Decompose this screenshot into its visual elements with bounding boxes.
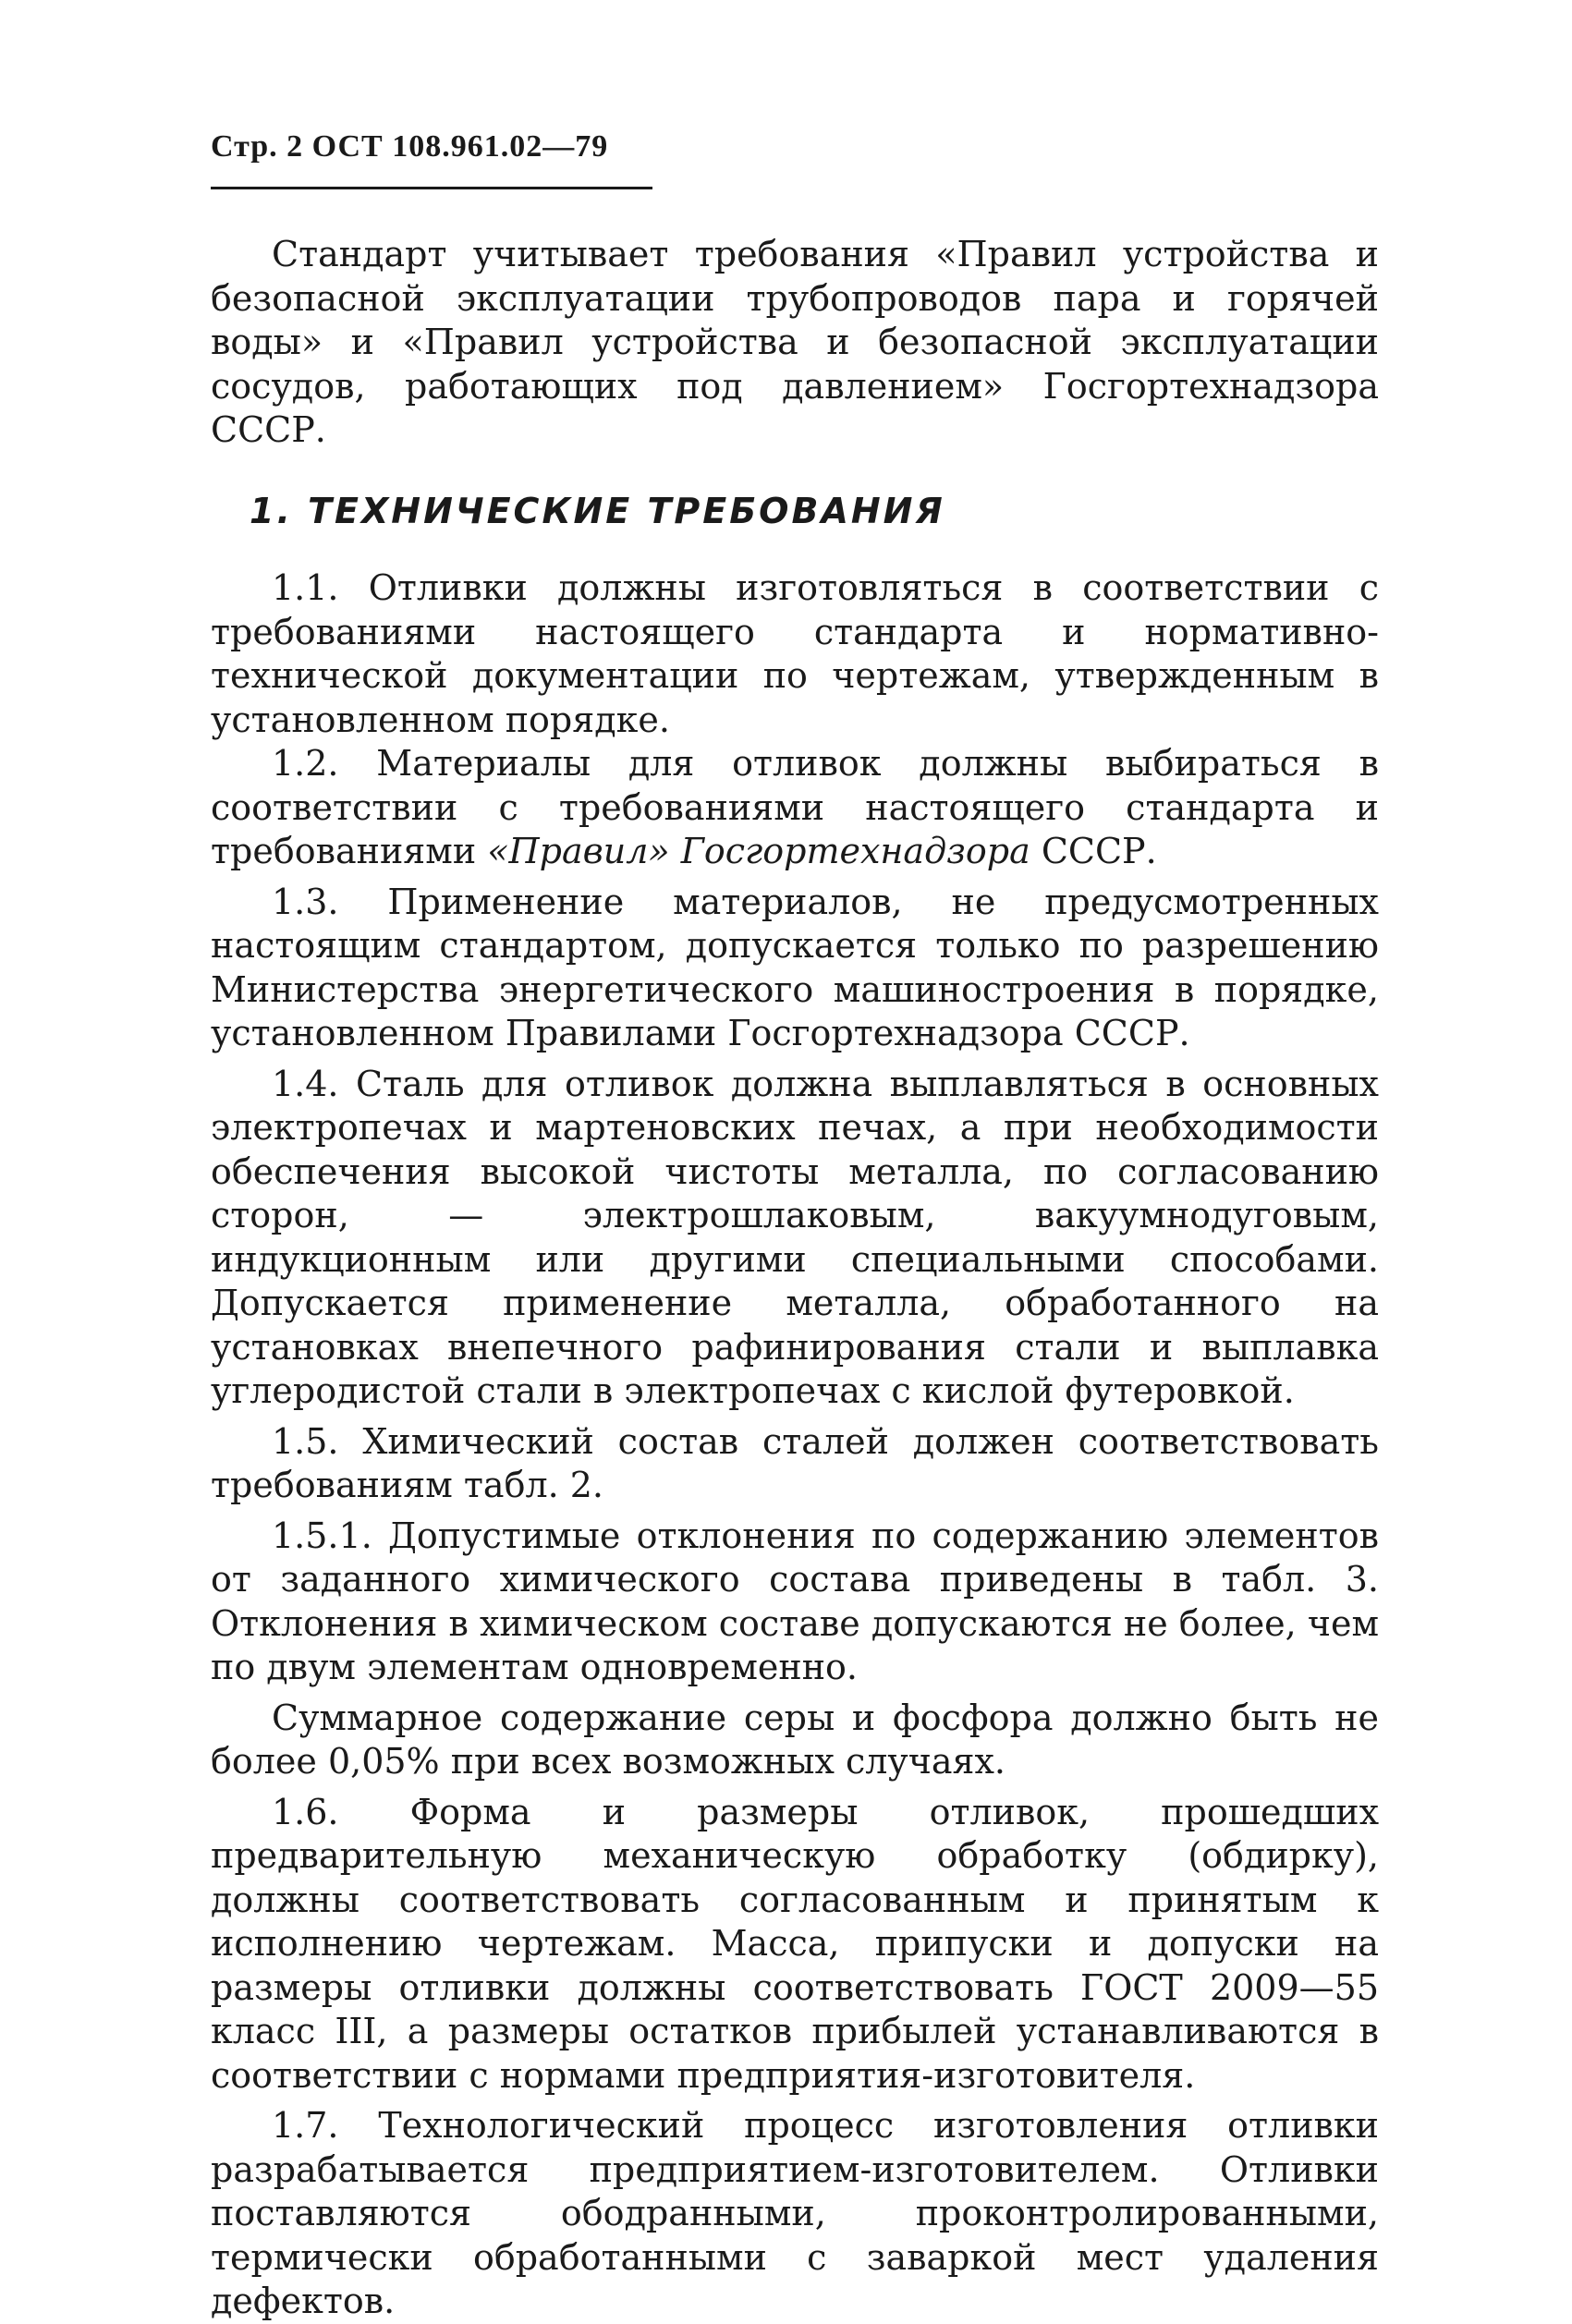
- clause-1-5-1: 1.5.1. Допустимые отклонения по содержанию элементов от заданного химического состава приведены в табл. 3. Отклонения в химическом составе допускаются не более, чем по двум элементам одновременно.: [211, 1515, 1380, 1687]
- clause-1-5: 1.5. Химический состав сталей должен соответствовать требованиям табл. 2.: [211, 1420, 1379, 1505]
- header-rule: [211, 187, 652, 189]
- clause-1-2-text-end: СССР.: [1030, 831, 1157, 871]
- clause-1-1: 1.1. Отливки должны изготовляться в соответствии с требованиями настоящего стандарта и нормативно-технической документации по чертежам, утвержденным в установленном порядке.: [211, 567, 1379, 740]
- clause-1-2-text-start: 1.2. Материалы для отливок должны выбираться в соответствии с требованиями настоящего стандарта и требованиями: [211, 743, 1379, 871]
- clause-1-6: 1.6. Форма и размеры отливок, прошедших предварительную механическую обработку (обдирку), должны соответствовать согласованным и принятым к исполнению чертежам. Масса, припуски и допуски на размеры отливки должны соответствовать ГОСТ 2009—55 класс III, а размеры остатков прибылей устанавливаются в соответствии с нормами предприятия-изготовителя.: [211, 1791, 1379, 2096]
- document-body: [211, 233, 1379, 2324]
- clause-1-4: 1.4. Сталь для отливок должна выплавляться в основных электропечах и мартеновских печах, а при необходимости обеспечения высокой чистоты металла, по согласованию сторон, — электрошлаковым, вакуумнодуговым, индукционным или другими специальными способами. Допускается применение металла, обработанного на установках внепечного рафинирования стали и выплавка углеродистой стали в электропечах с кислой футеровкой.: [211, 1063, 1379, 1411]
- section-title: 1. ТЕХНИЧЕСКИЕ ТРЕБОВАНИЯ: [250, 490, 945, 531]
- clause-1-2-italic-ref: «Правил» Госгортехнадзора: [487, 831, 1030, 871]
- page-header: Стр. 2 ОСТ 108.961.02—79: [211, 129, 609, 164]
- clause-1-3: 1.3. Применение материалов, не предусмотренных настоящим стандартом, допускается только по разрешению Министерства энергетического машиностроения в порядке, установленном Правилами Госгортехнадзора СССР.: [211, 881, 1379, 1053]
- intro-paragraph: Стандарт учитывает требования «Правил устройства и безопасной эксплуатации трубопроводов пара и горячей воды» и «Правил устройства и безопасной эксплуатации сосудов, работающих под давлением» Госгортехнадзора СССР.: [211, 234, 1379, 450]
- clause-1-2: [211, 742, 1379, 874]
- sulfur-phosphorus-paragraph: Суммарное содержание серы и фосфора должно быть не более 0,05% при всех возможных случаях.: [211, 1697, 1379, 1782]
- clause-1-7: 1.7. Технологический процесс изготовления отливки разрабатывается предприятием-изготовителем. Отливки поставляются ободранными, проконтролированными, термически обработанными с заваркой мест удаления дефектов.: [211, 2105, 1379, 2321]
